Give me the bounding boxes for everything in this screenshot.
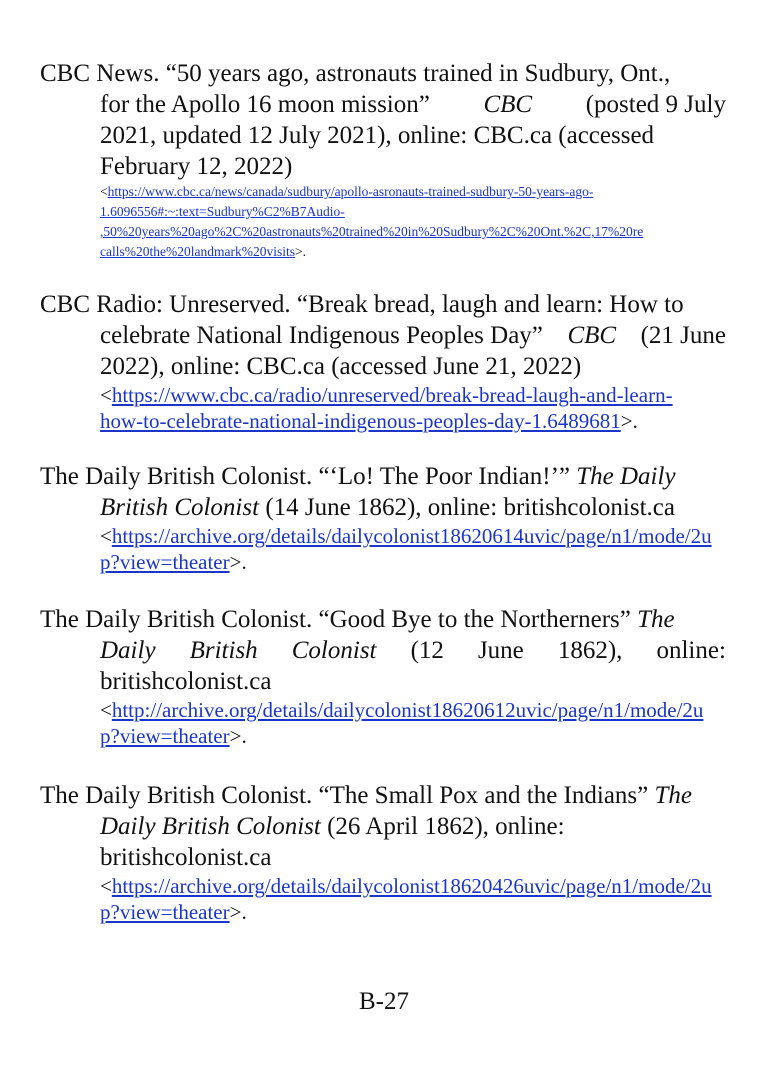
entry-url-block xyxy=(40,697,726,749)
entry-italic-title: The xyxy=(654,782,693,809)
entry-line xyxy=(40,780,726,811)
entry-link[interactable]: https://archive.org/details/dailycolonist18620614uvic/page/n1/mode/2u xyxy=(111,524,712,548)
entry-line: britishcolonist.ca xyxy=(100,844,272,871)
url-close-bracket: >. xyxy=(620,409,638,433)
url-open-bracket: < xyxy=(100,524,112,548)
entry-italic-title: The xyxy=(637,606,675,633)
entry-line xyxy=(40,604,726,635)
entry-italic-title: Colonist xyxy=(291,637,377,664)
entry-italic-title: British xyxy=(189,637,258,664)
entry-link[interactable]: http://archive.org/details/dailycolonist18620612uvic/page/n1/mode/2u xyxy=(111,698,704,722)
page-number: B-27 xyxy=(359,988,409,1015)
entry-text: (21 June xyxy=(640,322,726,349)
entry-text: 1862), xyxy=(557,637,623,664)
entry-line: britishcolonist.ca xyxy=(100,668,272,695)
entry-link[interactable]: ,50%20years%20ago%2C%20astronauts%20trained%20in%20Sudbury%2C%20Ont.%2C,17%20re xyxy=(100,224,644,239)
entry-text: celebrate National Indigenous Peoples Day” xyxy=(100,322,543,349)
entry-italic-title: Daily British Colonist xyxy=(100,813,321,840)
entry-text: online: xyxy=(656,637,726,664)
entry-italic-title: Daily xyxy=(100,637,156,664)
bibliography-entry xyxy=(40,58,726,262)
entry-url-block xyxy=(40,382,726,434)
entry-text: for the Apollo 16 moon mission” xyxy=(100,91,430,118)
entry-line xyxy=(40,492,726,523)
entry-text: The Daily British Colonist. “Good Bye to the Northerners” xyxy=(40,606,631,633)
entry-link[interactable]: p?view=theater xyxy=(100,550,230,574)
bibliography-entry xyxy=(40,604,726,749)
entry-line xyxy=(40,89,726,120)
entry-text: The Daily British Colonist. “The Small Pox and the Indians” xyxy=(40,782,649,809)
entry-line: 2021, updated 12 July 2021), online: CBC.ca (accessed xyxy=(100,122,655,149)
entry-link[interactable]: https://archive.org/details/dailycolonist18620426uvic/page/n1/mode/2u xyxy=(111,874,712,898)
entry-text: (14 June 1862), online: britishcolonist.ca xyxy=(265,494,675,521)
entry-link[interactable]: 1.6096556#:~:text=Sudbury%C2%B7Audio- xyxy=(100,204,345,219)
url-close-bracket: >. xyxy=(294,244,306,259)
url-close-bracket: >. xyxy=(229,550,247,574)
entry-link[interactable]: https://www.cbc.ca/radio/unreserved/break-bread-laugh-and-learn- xyxy=(111,383,673,407)
entry-text: (26 April 1862), online: xyxy=(327,813,565,840)
url-open-bracket: < xyxy=(100,698,112,722)
entry-line xyxy=(40,811,726,842)
entry-italic-title: CBC xyxy=(483,91,533,118)
entry-url-block xyxy=(40,182,726,262)
url-open-bracket: < xyxy=(100,184,108,199)
entry-link[interactable]: how-to-celebrate-national-indigenous-peoples-day-1.6489681 xyxy=(100,409,621,433)
entry-url-block xyxy=(40,523,726,575)
url-open-bracket: < xyxy=(100,383,112,407)
entry-text: (posted 9 July xyxy=(585,91,726,118)
entry-link[interactable]: p?view=theater xyxy=(100,724,230,748)
entry-line xyxy=(40,320,726,351)
entry-link[interactable]: calls%20the%20landmark%20visits xyxy=(100,244,295,259)
entry-link[interactable]: https://www.cbc.ca/news/canada/sudbury/apollo-asronauts-trained-sudbury-50-years-ago- xyxy=(107,184,594,199)
url-close-bracket: >. xyxy=(229,724,247,748)
entry-link[interactable]: p?view=theater xyxy=(100,900,230,924)
entry-text: (12 xyxy=(410,637,444,664)
entry-text: June xyxy=(477,637,524,664)
entry-line: CBC News. “50 years ago, astronauts trained in Sudbury, Ont., xyxy=(40,60,671,87)
bibliography-entry xyxy=(40,780,726,925)
entry-line: CBC Radio: Unreserved. “Break bread, laugh and learn: How to xyxy=(40,291,684,318)
entry-line: February 12, 2022) xyxy=(100,153,293,180)
entry-italic-title: The Daily xyxy=(576,463,676,490)
entry-text: The Daily British Colonist. “‘Lo! The Poor Indian!’” xyxy=(40,463,570,490)
entry-line: 2022), online: CBC.ca (accessed June 21, 2022) xyxy=(100,353,582,380)
url-open-bracket: < xyxy=(100,874,112,898)
entry-line xyxy=(40,635,726,666)
entry-line xyxy=(40,461,726,492)
entry-url-block xyxy=(40,873,726,925)
bibliography-entry xyxy=(40,289,726,434)
bibliography-entry xyxy=(40,461,726,575)
entry-italic-title: CBC xyxy=(567,322,617,349)
entry-italic-title: British Colonist xyxy=(100,494,260,521)
url-close-bracket: >. xyxy=(229,900,247,924)
